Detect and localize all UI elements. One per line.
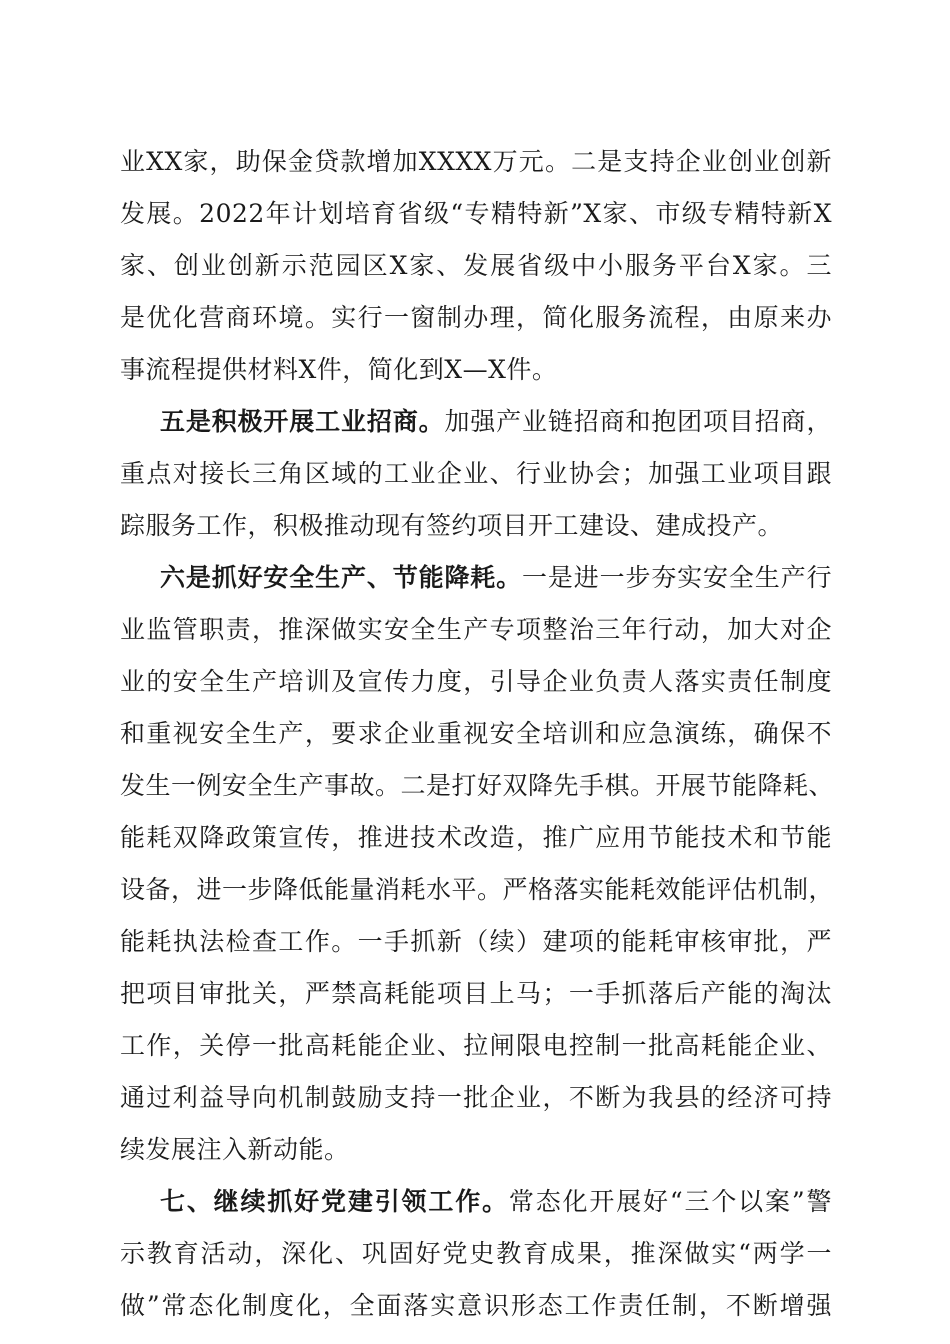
paragraph-4-line-1-text: 常态化开展好“三个以案”警 [508, 1187, 832, 1216]
paragraph-3-line-10: 工作，关停一批高耗能企业、拉闸限电控制一批高耗能企业、 [120, 1031, 832, 1060]
paragraph-1-line-5: 事流程提供材料X件，简化到X—X件。 [120, 355, 558, 384]
paragraph-2-line-1 [120, 396, 832, 448]
paragraph-3-lead: 六是抓好安全生产、节能降耗。 [160, 563, 523, 592]
paragraph-3-line-1-text: 一是进一步夯实安全生产行 [522, 563, 832, 592]
document-body [120, 136, 835, 1332]
paragraph-4-line-1 [120, 1176, 832, 1228]
paragraph-1-line-2: 发展。2022年计划培育省级“专精特新”X家、市级专精特新X [120, 199, 832, 228]
paragraph-1-line-3: 家、创业创新示范园区X家、发展省级中小服务平台X家。三 [120, 251, 832, 280]
paragraph-3-line-3: 业的安全生产培训及宣传力度，引导企业负责人落实责任制度 [120, 667, 832, 696]
paragraph-2-lead: 五是积极开展工业招商。 [160, 407, 445, 436]
paragraph-3-line-8: 能耗执法检查工作。一手抓新（续）建项的能耗审核审批，严 [120, 927, 832, 956]
paragraph-3-line-11: 通过利益导向机制鼓励支持一批企业，不断为我县的经济可持 [120, 1083, 832, 1112]
paragraph-4-heading: 七、继续抓好党建引领工作。 [160, 1187, 509, 1216]
paragraph-4-line-3: 做”常态化制度化，全面落实意识形态工作责任制，不断增强 [120, 1291, 832, 1320]
paragraph-3-line-2: 业监管职责，推深做实安全生产专项整治三年行动，加大对企 [120, 615, 832, 644]
paragraph-3-line-5: 发生一例安全生产事故。二是打好双降先手棋。开展节能降耗、 [120, 771, 835, 800]
paragraph-4-line-2: 示教育活动，深化、巩固好党史教育成果，推深做实“两学一 [120, 1239, 832, 1268]
paragraph-3-line-12: 续发展注入新动能。 [120, 1135, 350, 1164]
paragraph-3-line-7: 设备，进一步降低能量消耗水平。严格落实能耗效能评估机制， [120, 875, 835, 904]
paragraph-2-line-2: 重点对接长三角区域的工业企业、行业协会；加强工业项目跟 [120, 459, 832, 488]
paragraph-2-line-3: 踪服务工作，积极推动现有签约项目开工建设、建成投产。 [120, 511, 784, 540]
paragraph-1-line-1: 业XX家，助保金贷款增加XXXX万元。二是支持企业创业创新 [120, 147, 832, 176]
paragraph-3-line-4: 和重视安全生产，要求企业重视安全培训和应急演练，确保不 [120, 719, 832, 748]
paragraph-3-line-9: 把项目审批关，严禁高耗能项目上马；一手抓落后产能的淘汰 [120, 979, 832, 1008]
paragraph-1-line-4: 是优化营商环境。实行一窗制办理，简化服务流程，由原来办 [120, 303, 832, 332]
paragraph-2-line-1-text: 加强产业链招商和抱团项目招商， [444, 407, 832, 436]
paragraph-3-line-6: 能耗双降政策宣传，推进技术改造，推广应用节能技术和节能 [120, 823, 832, 852]
paragraph-3-line-1 [120, 552, 832, 604]
